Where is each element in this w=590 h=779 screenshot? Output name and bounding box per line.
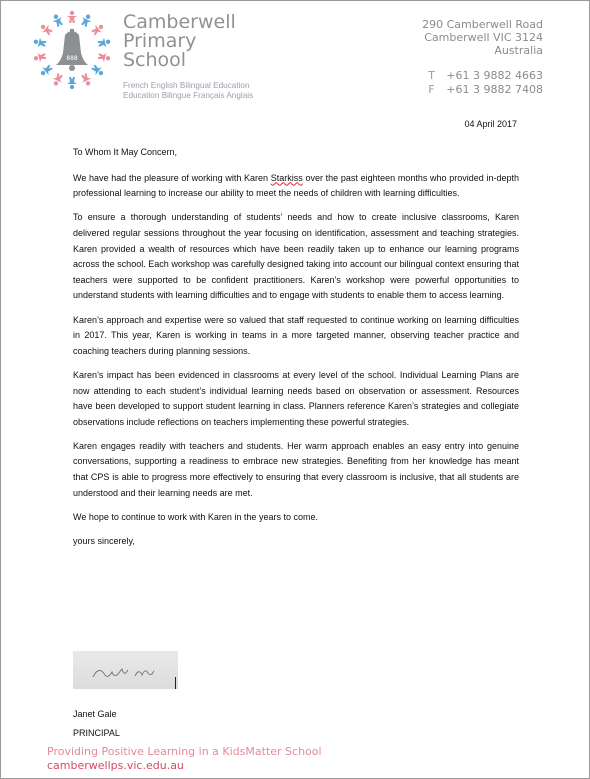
paragraph [73,171,519,202]
school-address [422,18,543,57]
phone-number: +61 3 9882 4663 [446,69,543,82]
closing: yours sincerely, [73,536,135,547]
child-figure-icon [50,13,64,28]
child-figure-icon [79,72,93,87]
child-figure-icon [90,22,106,37]
salutation: To Whom It May Concern, [73,147,178,157]
footer-website-link[interactable]: camberwellps.vic.edu.au [47,759,184,772]
school-tagline [123,81,253,101]
address-line: Australia [494,44,543,57]
school-logo-icon [31,9,113,91]
child-figure-icon [97,51,111,63]
child-figure-icon [67,11,77,23]
signature-icon [73,651,178,689]
child-figure-icon [38,63,54,78]
fax-row [428,83,543,97]
child-figure-icon [33,51,47,63]
phone-row [428,69,543,83]
paragraph-text: We have had the pleasure of working with Karen [73,172,271,183]
signer-name: Janet Gale [73,709,117,719]
signer-title: PRINCIPAL [73,728,120,738]
contact-numbers [428,69,543,97]
child-figure-icon [67,77,77,89]
school-name-line: Camberwell [123,11,236,33]
letter-date: 04 April 2017 [464,119,517,129]
paragraph-text: over the past eighteen months who provided in-depth professional learning to increase our ability to meet the needs of children with learning difficulties. [73,172,519,199]
text-cursor [175,677,176,689]
paragraph: We hope to continue to work with Karen in the years to come. [73,511,318,522]
child-figure-icon [50,72,64,87]
logo-number: 888 [66,55,78,62]
letter-body [73,145,519,558]
paragraph: To ensure a thorough understanding of students’ needs and how to create inclusive classrooms, Karen delivered regular sessions throughout the year focusing on identification, assessment and teaching strategies. Karen provided a wealth of resources which have been readily taken up to enhance our learning programs across the school. Each workshop was carefully designed taking into account our bilingual context ensuring that teachers were supported to be confident practitioners. Karen’s workshop were powerful opportunities to understand students with learning difficulties and to engage with students to enable them to access learning. [73,212,519,301]
child-figure-icon [97,36,111,48]
paragraph: Karen engages readily with teachers and students. Her warm approach enables an easy entry into genuine conversations, supporting a readiness to embrace new strategies. Benefiting from her knowledge has meant that CPS is able to progress more effectively to ensuring that every classroom is inclusive, that all students are understood and their learning needs are met. [73,440,519,498]
child-figure-icon [33,36,47,48]
paragraph: Karen’s impact has been evidenced in classrooms at every level of the school. Individual Learning Plans are now attending to each student’s individual learning needs based on observation or assessment. Resources have been developed to support student learning in class. Planners reference Karen’s strategies and collegiate observations include reflections on teachers implementing these powerful strategies. [73,369,519,427]
school-name-line: Primary [123,30,197,52]
fax-label: F [428,83,435,96]
bell-icon [56,29,88,71]
tagline-line: Education Bilingue Français Anglais [123,91,254,100]
tagline-line: French English Bilingual Education [123,81,250,90]
child-figure-icon [90,63,106,78]
fax-number: +61 3 9882 7408 [446,83,543,96]
paragraph: Karen’s approach and expertise were so valued that staff requested to continue working on learning difficulties in 2017. This year, Karen is working in teams in a more targeted manner, observing teacher practice and coaching teachers during planning sessions. [73,314,519,356]
address-line: 290 Camberwell Road [422,18,543,31]
child-figure-icon [79,13,93,28]
phone-label: T [428,69,436,82]
address-line: Camberwell VIC 3124 [424,31,543,44]
signature-image [73,651,178,689]
footer-tagline: Providing Positive Learning in a KidsMatter School [47,745,322,758]
school-name-line: School [123,49,187,71]
child-figure-icon [38,22,54,37]
misspelled-name: Starkiss [270,172,303,183]
school-name [123,13,236,70]
